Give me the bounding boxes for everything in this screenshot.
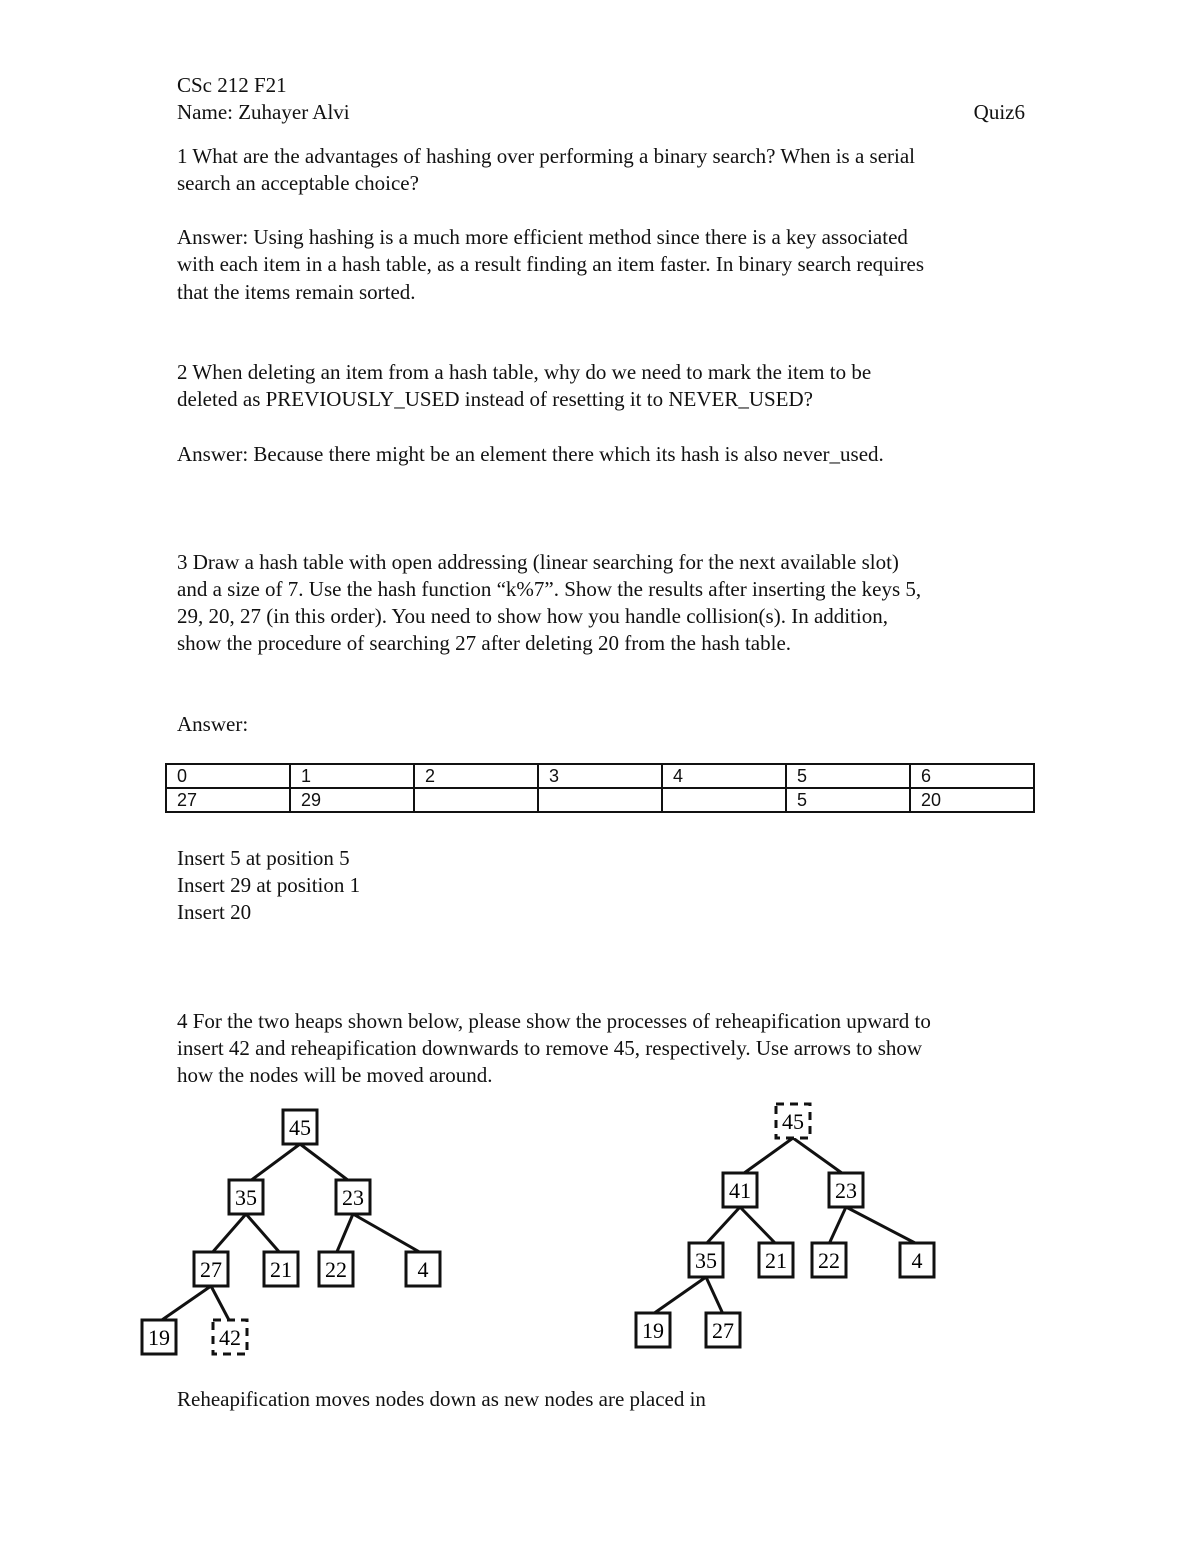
student-name: Name: Zuhayer Alvi	[177, 100, 350, 124]
svg-text:23: 23	[835, 1178, 857, 1203]
heap2-node	[900, 1243, 934, 1277]
heap1-node	[283, 1110, 317, 1144]
heap2-edge	[653, 1277, 706, 1314]
heap1-node	[229, 1180, 263, 1214]
heap2-node	[723, 1173, 757, 1207]
svg-text:22: 22	[818, 1248, 840, 1273]
svg-text:19: 19	[642, 1318, 664, 1343]
svg-text:4: 4	[417, 1257, 429, 1282]
hash-index-cell: 3	[538, 764, 662, 788]
hash-value-cell: 29	[290, 788, 414, 812]
q1-question-line: search an acceptable choice?	[177, 171, 419, 195]
q2-answer-line: Answer: Because there might be an element there which its hash is also never_used.	[177, 442, 884, 466]
heap1-edge	[353, 1214, 423, 1254]
svg-text:35: 35	[235, 1185, 257, 1210]
heap1-node	[406, 1252, 440, 1286]
q4-question-line: insert 42 and reheapification downwards to remove 45, respectively. Use arrows to show	[177, 1036, 923, 1060]
svg-text:27: 27	[200, 1257, 222, 1282]
heap2-node	[706, 1313, 740, 1347]
svg-text:42: 42	[219, 1325, 241, 1350]
heap2-node-dashed	[776, 1104, 810, 1138]
heap1-edge	[300, 1144, 353, 1184]
q1-answer-line: Answer: Using hashing is a much more efficient method since there is a key associated	[177, 225, 908, 249]
heap2-node	[812, 1243, 846, 1277]
q1-answer-line: that the items remain sorted.	[177, 280, 416, 304]
heap1-node-dashed	[213, 1320, 247, 1354]
heap1-edge	[211, 1214, 246, 1254]
heap1-edge	[336, 1214, 353, 1254]
heap2-edge	[706, 1207, 740, 1244]
q1-answer-line: with each item in a hash table, as a result finding an item faster. In binary search requires	[177, 252, 924, 276]
heap1-node	[336, 1180, 370, 1214]
q4-answer-line: Reheapification moves nodes down as new nodes are placed in	[177, 1387, 706, 1411]
svg-text:4: 4	[911, 1248, 923, 1273]
q1-question-line: 1 What are the advantages of hashing over performing a binary search? When is a serial	[177, 144, 916, 168]
svg-text:21: 21	[765, 1248, 787, 1273]
svg-text:45: 45	[782, 1109, 804, 1134]
hash-index-cell: 1	[290, 764, 414, 788]
q3-step: Insert 20	[177, 900, 252, 924]
heap1-node	[142, 1320, 176, 1354]
hash-value-cell: 5	[786, 788, 910, 812]
svg-text:45: 45	[289, 1115, 311, 1140]
heap2-edge	[706, 1277, 723, 1314]
svg-text:35: 35	[695, 1248, 717, 1273]
heap2-edge	[740, 1138, 793, 1176]
hash-index-cell: 2	[414, 764, 538, 788]
course-title: CSc 212 F21	[177, 73, 287, 97]
hash-value-cell: 27	[166, 788, 290, 812]
quiz-title: Quiz6	[973, 100, 1025, 124]
heap1-edge	[211, 1286, 230, 1322]
q3-question-line: and a size of 7. Use the hash function “k%7”. Show the results after inserting the keys 5,	[177, 577, 922, 601]
q3-question-line: 3 Draw a hash table with open addressing (linear searching for the next available slot)	[177, 550, 899, 574]
heap1-node	[319, 1252, 353, 1286]
heap2-node	[689, 1243, 723, 1277]
q3-step: Insert 29 at position 1	[177, 873, 361, 897]
heap1-edge	[246, 1214, 281, 1254]
heap2-node	[829, 1173, 863, 1207]
heap2-node	[636, 1313, 670, 1347]
hash-value-cell: 20	[910, 788, 1034, 812]
svg-text:41: 41	[729, 1178, 751, 1203]
q4-question-line: how the nodes will be moved around.	[177, 1063, 493, 1087]
heap2-edge	[829, 1207, 846, 1244]
q3-step: Insert 5 at position 5	[177, 846, 350, 870]
heap2-edge	[793, 1138, 846, 1176]
hash-index-cell: 0	[166, 764, 290, 788]
heap1-node	[194, 1252, 228, 1286]
svg-text:27: 27	[712, 1318, 734, 1343]
heap1-edge	[246, 1144, 300, 1184]
heap2-edge	[846, 1207, 917, 1244]
q3-answer-label: Answer:	[177, 712, 249, 736]
svg-text:23: 23	[342, 1185, 364, 1210]
q2-question-line: deleted as PREVIOUSLY_USED instead of resetting it to NEVER_USED?	[177, 387, 813, 411]
svg-text:22: 22	[325, 1257, 347, 1282]
heap2-edge	[740, 1207, 776, 1244]
hash-index-cell: 5	[786, 764, 910, 788]
q3-question-line: 29, 20, 27 (in this order). You need to show how you handle collision(s). In addition,	[177, 604, 889, 628]
svg-text:21: 21	[270, 1257, 292, 1282]
q4-question-line: 4 For the two heaps shown below, please show the processes of reheapification upward to	[177, 1009, 931, 1033]
hash-index-cell: 6	[910, 764, 1034, 788]
heap1-edge	[159, 1286, 211, 1322]
svg-text:19: 19	[148, 1325, 170, 1350]
q2-question-line: 2 When deleting an item from a hash table, why do we need to mark the item to be	[177, 360, 872, 384]
q3-question-line: show the procedure of searching 27 after deleting 20 from the hash table.	[177, 631, 792, 655]
heap1-node	[264, 1252, 298, 1286]
heap2-node	[759, 1243, 793, 1277]
hash-index-cell: 4	[662, 764, 786, 788]
